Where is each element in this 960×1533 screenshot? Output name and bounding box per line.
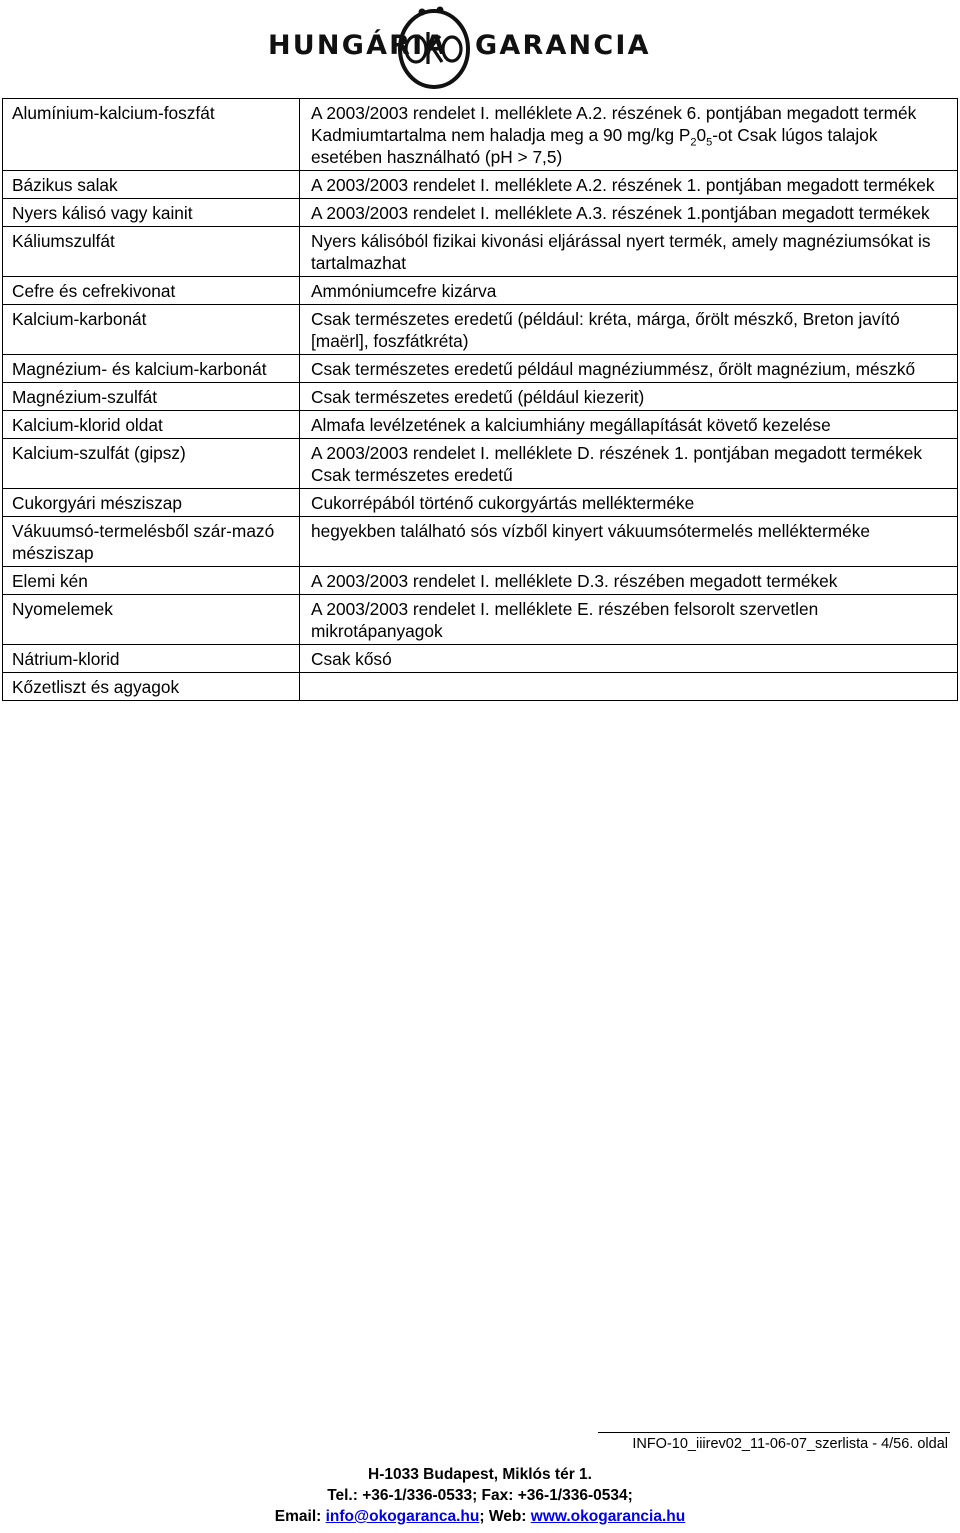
- product-name-cell: Káliumszulfát: [3, 227, 300, 277]
- table-row: [3, 199, 958, 227]
- product-name-cell: Nyers kálisó vagy kainit: [3, 199, 300, 227]
- product-condition-cell: A 2003/2003 rendelet I. melléklete D. részének 1. pontjában megadott termékek Csak természetes eredetű: [300, 439, 958, 489]
- product-name-cell: Elemi kén: [3, 567, 300, 595]
- product-condition-cell: Csak kősó: [300, 645, 958, 673]
- table-row: [3, 595, 958, 645]
- subscript-text: 5: [706, 136, 713, 149]
- condition-text: -ot Csak lúgos talajok esetében használható (pH > 7,5): [311, 125, 878, 167]
- product-condition-cell: hegyekben található sós vízből kinyert vákuumsótermelés mellékterméke: [300, 517, 958, 567]
- table-row: [3, 567, 958, 595]
- web-link[interactable]: www.okogarancia.hu: [530, 1508, 686, 1525]
- table-row: [3, 517, 958, 567]
- footer-divider: [598, 1432, 950, 1433]
- product-name-cell: Magnézium-szulfát: [3, 383, 300, 411]
- product-condition-cell: Cukorrépából történő cukorgyártás mellékterméke: [300, 489, 958, 517]
- product-name-cell: Nyomelemek: [3, 595, 300, 645]
- product-name-cell: Kalcium-klorid oldat: [3, 411, 300, 439]
- footer-contact: [0, 1508, 960, 1526]
- logo-word-right: GARANCIA: [475, 30, 651, 61]
- footer-phone: Tel.: +36-1/336-0533; Fax: +36-1/336-0534;: [327, 1487, 633, 1504]
- table-row: [3, 411, 958, 439]
- table-row: [3, 673, 958, 701]
- footer-address: H-1033 Budapest, Miklós tér 1.: [368, 1466, 592, 1483]
- product-condition-cell: Csak természetes eredetű például magnéziummész, őrölt magnézium, mészkő: [300, 355, 958, 383]
- product-condition-cell: Ammóniumcefre kizárva: [300, 277, 958, 305]
- product-name-cell: Cefre és cefrekivonat: [3, 277, 300, 305]
- document-reference: INFO-10_iiirev02_11-06-07_szerlista - 4/56. oldal: [632, 1436, 948, 1452]
- product-condition-cell: Nyers kálisóból fizikai kivonási eljárással nyert termék, amely magnéziumsókat is tartalmazhat: [300, 227, 958, 277]
- product-condition-cell: A 2003/2003 rendelet I. melléklete D.3. részében megadott termékek: [300, 567, 958, 595]
- table-row: [3, 355, 958, 383]
- table-row: [3, 277, 958, 305]
- product-name-cell: Magnézium- és kalcium-karbonát: [3, 355, 300, 383]
- web-label: ; Web:: [479, 1508, 527, 1525]
- product-table-body: [3, 99, 958, 701]
- product-name-cell: Vákuumsó-termelésből szár-mazó mésziszap: [3, 517, 300, 567]
- table-row: [3, 305, 958, 355]
- logo-word-left: HUNGÁRIA: [268, 30, 448, 61]
- product-condition-cell: Csak természetes eredetű (például: kréta, márga, őrölt mészkő, Breton javító [maërl], foszfátkréta): [300, 305, 958, 355]
- table-row: [3, 383, 958, 411]
- product-name-cell: Kőzetliszt és agyagok: [3, 673, 300, 701]
- table-row: [3, 439, 958, 489]
- table-row: [3, 489, 958, 517]
- product-condition-cell: [300, 673, 958, 701]
- product-condition-cell: A 2003/2003 rendelet I. melléklete A.2. részének 1. pontjában megadott termékek: [300, 171, 958, 199]
- product-table: [2, 98, 958, 701]
- table-row: [3, 171, 958, 199]
- product-name-cell: Kalcium-szulfát (gipsz): [3, 439, 300, 489]
- product-name-cell: Alumínium-kalcium-foszfát: [3, 99, 300, 171]
- table-row: [3, 645, 958, 673]
- product-condition-cell: Almafa levélzetének a kalciumhiány megállapítását követő kezelése: [300, 411, 958, 439]
- subscript-text: 2: [690, 136, 697, 149]
- table-row: [3, 99, 958, 171]
- company-logo: [268, 2, 692, 94]
- condition-text: A 2003/2003 rendelet I. melléklete A.2. részének 6. pontjában megadott termék Kadmiumtartalma nem haladja meg a 90 mg/kg P: [311, 103, 917, 145]
- product-name-cell: Cukorgyári mésziszap: [3, 489, 300, 517]
- condition-text: 0: [696, 125, 707, 145]
- email-link[interactable]: info@okogaranca.hu: [325, 1508, 480, 1525]
- product-name-cell: Nátrium-klorid: [3, 645, 300, 673]
- product-condition-cell: Csak természetes eredetű (például kiezerit): [300, 383, 958, 411]
- product-condition-cell: A 2003/2003 rendelet I. melléklete A.3. részének 1.pontjában megadott termékek: [300, 199, 958, 227]
- oko-mark-icon: [394, 2, 474, 94]
- product-name-cell: Bázikus salak: [3, 171, 300, 199]
- email-label: Email:: [274, 1508, 322, 1525]
- product-condition-cell: A 2003/2003 rendelet I. melléklete E. részében felsorolt szervetlen mikrotápanyagok: [300, 595, 958, 645]
- table-row: [3, 227, 958, 277]
- product-name-cell: Kalcium-karbonát: [3, 305, 300, 355]
- product-condition-cell: [300, 99, 958, 171]
